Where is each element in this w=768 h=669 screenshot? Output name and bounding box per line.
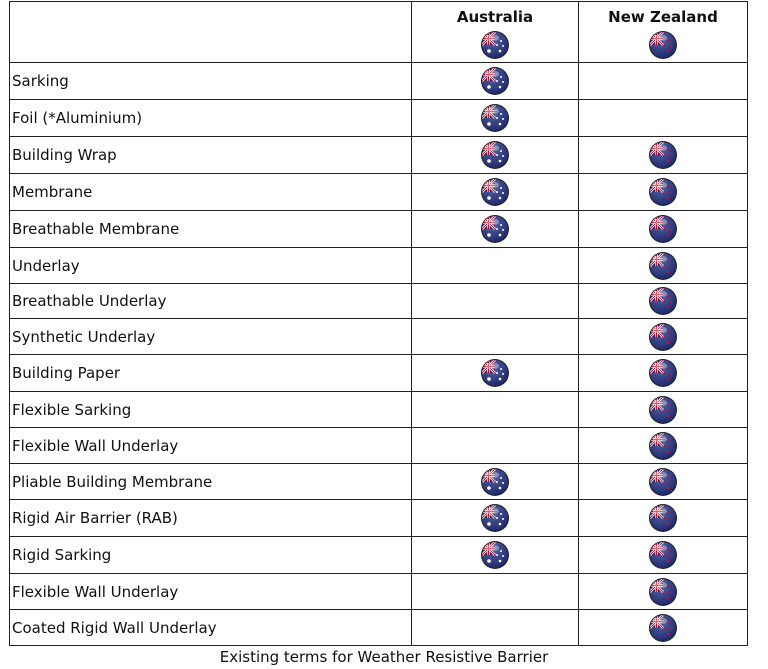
- new-zealand-cell: [579, 392, 748, 428]
- table-header-row: [10, 2, 748, 63]
- header-new-zealand: [579, 2, 748, 63]
- australia-cell: [412, 63, 579, 100]
- new-zealand-cell: [579, 500, 748, 537]
- new-zealand-cell: [579, 284, 748, 319]
- australia-flag-icon: [480, 503, 510, 533]
- australia-cell: [412, 537, 579, 574]
- term-cell: Sarking: [10, 63, 412, 100]
- term-cell: Rigid Sarking: [10, 537, 412, 574]
- term-cell: Flexible Sarking: [10, 392, 412, 428]
- new-zealand-cell: [579, 174, 748, 211]
- new-zealand-flag-icon: [648, 467, 678, 497]
- new-zealand-flag-icon: [648, 177, 678, 207]
- australia-flag-icon: [480, 214, 510, 244]
- term-cell: Building Paper: [10, 355, 412, 392]
- australia-cell: [412, 284, 579, 319]
- table-row: [10, 248, 748, 284]
- australia-flag-icon: [480, 540, 510, 570]
- term-cell: Foil (*Aluminium): [10, 100, 412, 137]
- australia-flag-icon: [480, 66, 510, 96]
- header-australia-label: Australia: [456, 8, 534, 26]
- australia-flag-icon: [480, 358, 510, 388]
- table-row: [10, 610, 748, 646]
- term-cell: Membrane: [10, 174, 412, 211]
- table-row: [10, 392, 748, 428]
- term-cell: Coated Rigid Wall Underlay: [10, 610, 412, 646]
- terms-table: [9, 1, 748, 646]
- new-zealand-flag-icon: [648, 577, 678, 607]
- table-row: [10, 63, 748, 100]
- australia-flag-icon: [480, 467, 510, 497]
- new-zealand-flag-icon: [648, 30, 678, 60]
- table-row: [10, 500, 748, 537]
- australia-cell: [412, 100, 579, 137]
- australia-cell: [412, 464, 579, 500]
- table-row: [10, 355, 748, 392]
- table-row: [10, 319, 748, 355]
- term-cell: Breathable Underlay: [10, 284, 412, 319]
- new-zealand-flag-icon: [648, 322, 678, 352]
- australia-cell: [412, 392, 579, 428]
- australia-cell: [412, 500, 579, 537]
- term-cell: Flexible Wall Underlay: [10, 428, 412, 464]
- table-row: [10, 211, 748, 248]
- new-zealand-cell: [579, 319, 748, 355]
- new-zealand-cell: [579, 574, 748, 610]
- new-zealand-cell: [579, 248, 748, 284]
- new-zealand-cell: [579, 537, 748, 574]
- term-cell: Building Wrap: [10, 137, 412, 174]
- term-cell: Flexible Wall Underlay: [10, 574, 412, 610]
- australia-flag-icon: [480, 140, 510, 170]
- new-zealand-cell: [579, 610, 748, 646]
- new-zealand-cell: [579, 63, 748, 100]
- new-zealand-cell: [579, 428, 748, 464]
- table-row: [10, 464, 748, 500]
- australia-cell: [412, 428, 579, 464]
- header-term-cell: [10, 2, 412, 63]
- australia-cell: [412, 248, 579, 284]
- table-row: [10, 100, 748, 137]
- new-zealand-flag-icon: [648, 503, 678, 533]
- new-zealand-cell: [579, 211, 748, 248]
- term-cell: Synthetic Underlay: [10, 319, 412, 355]
- new-zealand-cell: [579, 464, 748, 500]
- australia-flag-icon: [480, 177, 510, 207]
- australia-cell: [412, 211, 579, 248]
- new-zealand-cell: [579, 100, 748, 137]
- header-new-zealand-label: New Zealand: [608, 8, 718, 26]
- new-zealand-flag-icon: [648, 613, 678, 643]
- term-cell: Underlay: [10, 248, 412, 284]
- new-zealand-flag-icon: [648, 140, 678, 170]
- term-cell: Breathable Membrane: [10, 211, 412, 248]
- new-zealand-cell: [579, 137, 748, 174]
- table-row: [10, 284, 748, 319]
- australia-cell: [412, 355, 579, 392]
- new-zealand-flag-icon: [648, 431, 678, 461]
- table-caption: Existing terms for Weather Resistive Barrier: [219, 648, 549, 666]
- australia-cell: [412, 574, 579, 610]
- new-zealand-cell: [579, 355, 748, 392]
- term-cell: Rigid Air Barrier (RAB): [10, 500, 412, 537]
- table-row: [10, 137, 748, 174]
- new-zealand-flag-icon: [648, 214, 678, 244]
- new-zealand-flag-icon: [648, 358, 678, 388]
- table-row: [10, 174, 748, 211]
- new-zealand-flag-icon: [648, 395, 678, 425]
- australia-cell: [412, 174, 579, 211]
- table-row: [10, 428, 748, 464]
- australia-flag-icon: [480, 30, 510, 60]
- table-row: [10, 574, 748, 610]
- header-australia: [412, 2, 579, 63]
- new-zealand-flag-icon: [648, 540, 678, 570]
- australia-cell: [412, 137, 579, 174]
- australia-flag-icon: [480, 103, 510, 133]
- new-zealand-flag-icon: [648, 251, 678, 281]
- australia-cell: [412, 610, 579, 646]
- new-zealand-flag-icon: [648, 286, 678, 316]
- term-cell: Pliable Building Membrane: [10, 464, 412, 500]
- australia-cell: [412, 319, 579, 355]
- table-row: [10, 537, 748, 574]
